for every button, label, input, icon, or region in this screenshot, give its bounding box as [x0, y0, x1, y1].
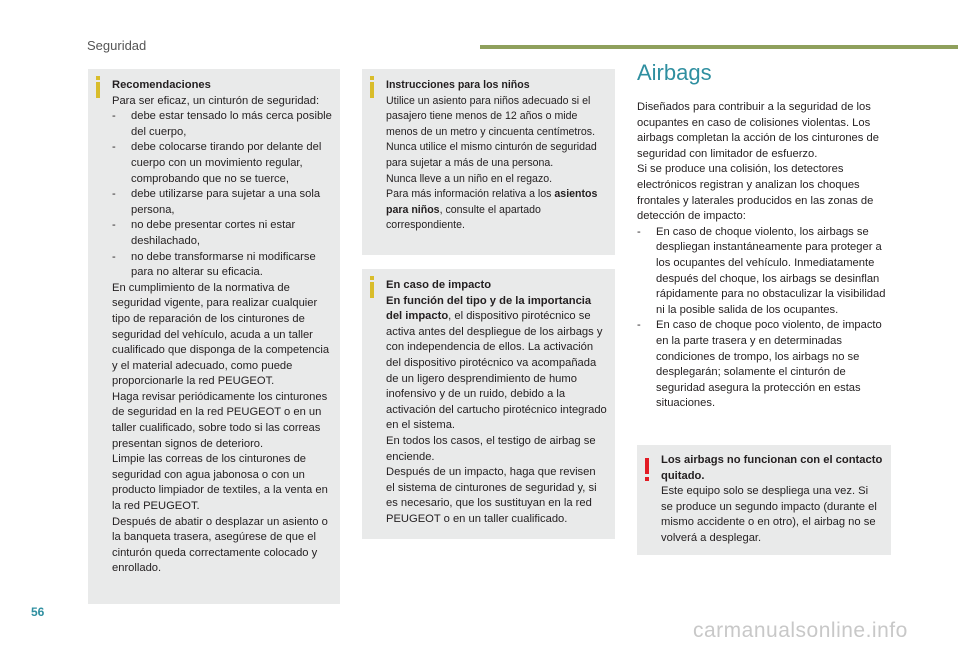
children-instructions-box	[362, 69, 615, 255]
airbags-title: Airbags	[637, 60, 712, 85]
list-item: - En caso de choque violento, los airbags se despliegan instantáneamente para proteger a los ocupantes del vehículo. Inmediatamente después del choque, los airbags se desinflan rápidamente para no obstaculizar la visibilidad ni la posible salida de los ocupantes.	[637, 225, 886, 316]
paragraph: En cumplimiento de la normativa de seguridad vigente, para realizar cualquier tipo de reparación de los cinturones de seguridad del vehículo, acuda a un taller cualificado que disponga de la competencia y el material adecuado, como puede proporcionarle la red PEUGEOT.	[112, 281, 330, 388]
paragraph: Diseñados para contribuir a la seguridad de los ocupantes en caso de colisiones violentas. Los airbags completan la acción de los cinturones de seguridad con limitador de esfuerzo.	[637, 101, 879, 160]
paragraph: Si se produce una colisión, los detectores electrónicos registran y analizan los choques frontales y laterales producidos en las zonas de detección de impacto:	[637, 163, 874, 223]
paragraph: Utilice un asiento para niños adecuado si el pasajero tiene menos de 12 años o mide menos de un metro y cincuenta centímetros.	[386, 94, 596, 138]
paragraph: En todos los casos, el testigo de airbag se enciende.	[386, 434, 596, 463]
info-icon	[96, 82, 100, 98]
paragraph: Limpie las correas de los cinturones de seguridad con agua jabonosa o con un producto limpiador de textiles, a la venta en la red PEUGEOT.	[112, 453, 328, 513]
header-rule	[480, 45, 958, 49]
list-item: - debe estar tensado lo más cerca posible del cuerpo,	[112, 110, 332, 138]
list-item: - En caso de choque poco violento, de impacto en la parte trasera y en determinadas condiciones de trompo, los airbags no se desplegarán; solamente el cinturón de seguridad asegura la protección en estas situaciones.	[637, 319, 882, 410]
paragraph: Nunca lleve a un niño en el regazo.	[386, 172, 553, 185]
info-icon	[370, 82, 374, 98]
warning-title: Los airbags no funcionan con el contacto quitado.	[661, 454, 883, 482]
impact-title: En caso de impacto	[386, 279, 492, 291]
warning-icon	[645, 458, 649, 474]
paragraph: Nunca utilice el mismo cinturón de seguridad para sujetar a más de una persona.	[386, 141, 597, 169]
info-icon	[370, 282, 374, 298]
paragraph: Después de abatir o desplazar un asiento o la banqueta trasera, asegúrese de que el cinturón queda correctamente colocado y enrollado.	[112, 515, 328, 575]
paragraph: Después de un impacto, haga que revisen el sistema de cinturones de seguridad y, si es necesario, que los sustituyan en la red PEUGEOT o en un taller cualificado.	[386, 466, 597, 525]
list-item: - debe utilizarse para sujetar a una sola persona,	[112, 188, 321, 216]
paragraph: Para más información relativa a los asientos para niños, consulte el apartado correspondiente.	[386, 188, 598, 232]
paragraph: Haga revisar periódicamente los cinturones de seguridad en la red PEUGEOT o en un taller cualificado, sobre todo si las correas presentan signos de deterioro.	[112, 390, 328, 450]
recommendations-box	[88, 69, 340, 604]
section-header: Seguridad	[87, 38, 147, 53]
recommendations-title: Recomendaciones	[112, 79, 211, 91]
list-item: - debe colocarse tirando por delante del cuerpo con un movimiento regular, comprobando que no se tuerce,	[112, 141, 322, 185]
page-number: 56	[31, 605, 45, 619]
recommendations-intro: Para ser eficaz, un cinturón de seguridad:	[112, 94, 320, 107]
warning-box	[637, 445, 891, 555]
watermark: carmanualsonline.info	[693, 619, 908, 642]
paragraph: Este equipo solo se despliega una vez. Si se produce un segundo impacto (durante el mismo accidente o en otro), el airbag no se volverá a desplegar.	[661, 485, 877, 544]
children-title: Instrucciones para los niños	[386, 79, 530, 91]
list-item: - no debe presentar cortes ni estar deshilachado,	[112, 219, 296, 247]
list-item: - no debe transformarse ni modificarse para no alterar su eficacia.	[112, 250, 316, 279]
airbags-section	[637, 60, 895, 412]
impact-box	[362, 269, 615, 539]
paragraph: En función del tipo y de la importancia del impacto, el dispositivo pirotécnico se activa antes del despliegue de los airbags y con independencia de ellos. La activación del dispositivo pirotécnico va acompañada de un ligero desprendimiento de humo inofensivo y de un ruido, debido a la activación del cartucho pirotécnico integrado en el sistema.	[386, 294, 607, 432]
